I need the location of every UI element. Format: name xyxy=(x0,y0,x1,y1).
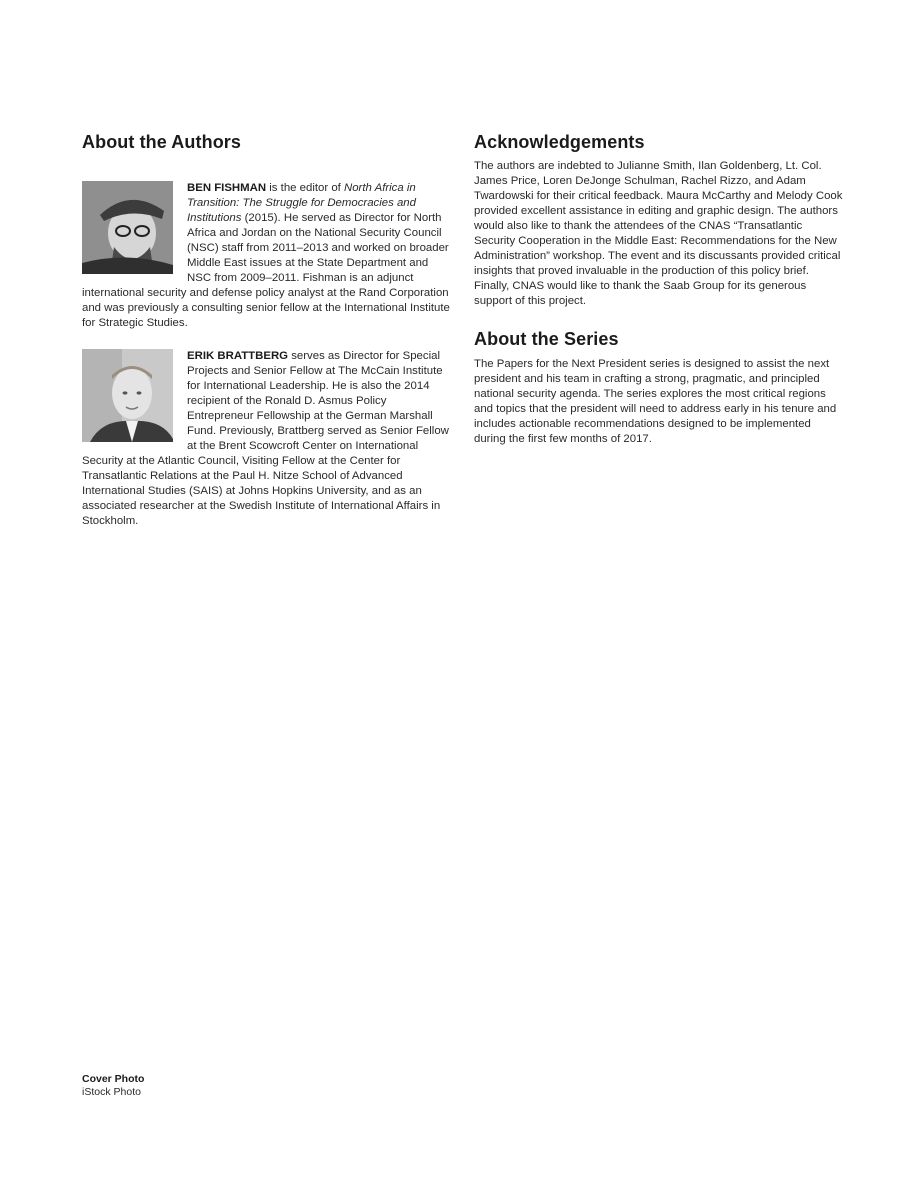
cover-photo-credit xyxy=(82,1073,144,1099)
acknowledgements-heading: Acknowledgements xyxy=(474,132,645,152)
author-name-brattberg: ERIK BRATTBERG xyxy=(187,350,289,362)
about-series-heading: About the Series xyxy=(474,329,619,349)
author-photo-fishman xyxy=(82,181,173,274)
author-bio-text-brattberg: serves as Director for Special Projects and Senior Fellow at The McCain Institute for International Leadership. He is also the 2014 recipient of the Ronald D. Asmus Policy Entrepreneur Fellowship at the German Marshall Fund. Previously, Brattberg served as Senior Fellow at the Brent Scowcroft Center on International Security at the Atlantic Council, Visiting Fellow at the Center for Transatlantic Relations at the Paul H. Nitze School of Advanced International Studies (SAIS) at Johns Hopkins University, and as an associated researcher at the Swedish Institute of International Affairs in Stockholm. xyxy=(82,350,449,527)
about-authors-heading: About the Authors xyxy=(82,132,242,152)
acknowledgements-text: The authors are indebted to Julianne Smith, Ilan Goldenberg, Lt. Col. James Price, Loren DeJonge Schulman, Rachel Rizzo, and Adam Twardowski for their critical feedback. Maura McCarthy and Melody Cook provided excellent assistance in editing and graphic design. The authors would also like to thank the attendees of the CNAS “Transatlantic Security Cooperation in the Middle East: Recommendations for the New Administration” workshop. The event and its discussants provided critical insights that proved invaluable in the production of this policy brief. Finally, CNAS would like to thank the Saab Group for its generous support of this project. xyxy=(474,160,843,307)
book-title: North Africa in Transition: The Struggle for Democracies and Institutions xyxy=(187,182,416,224)
author-name-fishman: BEN FISHMAN xyxy=(187,182,267,194)
author-bio-lead-fishman: is the editor of xyxy=(266,182,344,194)
author-photo-brattberg xyxy=(82,349,173,442)
author-bio-text-fishman: (2015). He served as Director for North Africa and Jordan on the National Security Council (NSC) staff from 2011–2013 and worked on broader Middle East issues at the State Department and NSC from 2009–2011. Fishman is an adjunct international security and defense policy analyst at the Rand Corporation and was previously a consulting senior fellow at the International Institute for Strategic Studies. xyxy=(82,212,450,329)
about-series-text: The Papers for the Next President series is designed to assist the next president and his team in crafting a strong, pragmatic, and principled national security agenda. The series explores the most critical regions and topics that the president will need to address early in his tenure and includes actionable recommendations designed to be implemented during the first few months of 2017. xyxy=(474,358,837,445)
cover-photo-source: iStock Photo xyxy=(82,1086,141,1098)
about-authors-section xyxy=(82,132,452,529)
right-column xyxy=(474,132,844,447)
author-bio-brattberg xyxy=(82,349,452,529)
author-bio-fishman xyxy=(82,181,452,331)
cover-photo-label: Cover Photo xyxy=(82,1073,145,1085)
